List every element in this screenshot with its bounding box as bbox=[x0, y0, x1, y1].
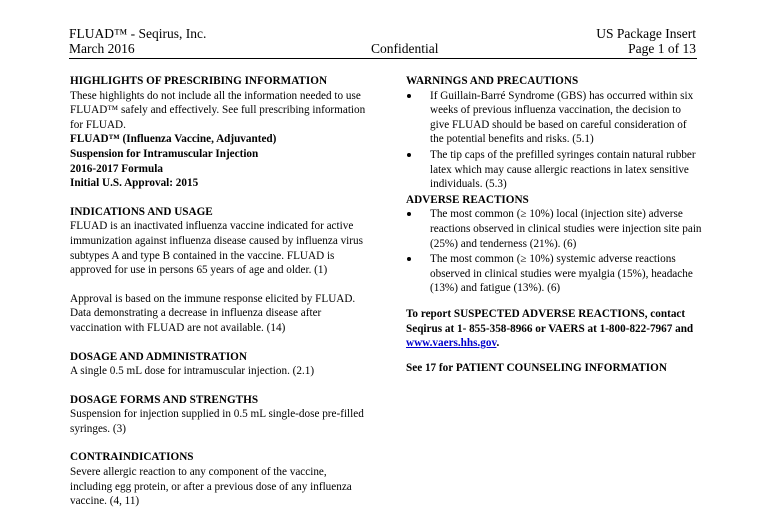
header-confidential: Confidential bbox=[371, 41, 439, 56]
adverse-reactions-list bbox=[406, 207, 702, 296]
formula-line: 2016-2017 Formula bbox=[70, 162, 163, 175]
dosage-forms-heading: DOSAGE FORMS AND STRENGTHS bbox=[70, 393, 259, 406]
report-text: To report SUSPECTED ADVERSE REACTIONS, contact Seqirus at 1- 855-358-8966 or VAERS at 1-800-822-7967 and bbox=[406, 307, 694, 335]
approval-line: Initial U.S. Approval: 2015 bbox=[70, 177, 199, 190]
product-name-line: FLUAD™ (Influenza Vaccine, Adjuvanted) bbox=[70, 133, 277, 146]
contraindications-heading: CONTRAINDICATIONS bbox=[70, 451, 194, 464]
contraindications-text: Severe allergic reaction to any component of the vaccine, including egg protein, or after a previous dose of any influenza vaccine. (4, 11) bbox=[70, 466, 352, 508]
dosage-forms-text: Suspension for injection supplied in 0.5 mL single-dose pre-filled syringes. (3) bbox=[70, 408, 364, 435]
list-item: If Guillain-Barré Syndrome (GBS) has occurred within six weeks of previous influenza vaccination, the decision to give FLUAD should be based on careful consideration of the potential benefits and risks. (5.1) bbox=[406, 89, 702, 147]
dosage-text: A single 0.5 mL dose for intramuscular injection. (2.1) bbox=[70, 365, 315, 378]
indications-text: FLUAD is an inactivated influenza vaccine indicated for active immunization against influenza disease caused by influenza virus subtypes A and type B contained in the vaccine. FLUAD is approved for use in persons 65 years of age and older. (1) bbox=[70, 220, 363, 277]
highlights-text: These highlights do not include all the information needed to use FLUAD™ safely and effectively. See full prescribing information for FLUAD. bbox=[70, 89, 366, 131]
vaers-link[interactable]: www.vaers.hhs.gov bbox=[406, 337, 497, 350]
highlights-heading: HIGHLIGHTS OF PRESCRIBING INFORMATION bbox=[70, 75, 328, 87]
dosage-form-line: Suspension for Intramuscular Injection bbox=[70, 147, 259, 160]
header-divider bbox=[69, 58, 697, 59]
list-item: The most common (≥ 10%) local (injection site) adverse reactions observed in clinical studies were injection site pain (25%) and tenderness (21%). (6) bbox=[406, 207, 702, 251]
header-product: FLUAD™ - Seqirus, Inc. bbox=[69, 26, 207, 41]
adverse-reactions-heading: ADVERSE REACTIONS bbox=[406, 193, 529, 206]
report-adverse-reactions bbox=[406, 307, 702, 351]
approval-basis-text: Approval is based on the immune response elicited by FLUAD. Data demonstrating a decrease in influenza disease after vaccination with FLUAD are not available. (14) bbox=[70, 292, 356, 334]
left-column bbox=[70, 74, 370, 509]
header-doc-type: US Package Insert bbox=[596, 26, 696, 41]
warnings-list bbox=[406, 89, 702, 192]
patient-counseling-reference: See 17 for PATIENT COUNSELING INFORMATION bbox=[406, 361, 667, 374]
list-item: The most common (≥ 10%) systemic adverse reactions observed in clinical studies were myalgia (15%), headache (13%) and fatigue (13%). (6) bbox=[406, 252, 702, 296]
list-item: The tip caps of the prefilled syringes contain natural rubber latex which may cause allergic reactions in latex sensitive individuals. (5.3) bbox=[406, 148, 702, 192]
right-column bbox=[406, 74, 702, 375]
indications-heading: INDICATIONS AND USAGE bbox=[70, 205, 213, 218]
report-end: . bbox=[496, 337, 500, 350]
header-date: March 2016 bbox=[69, 41, 135, 56]
warnings-heading: WARNINGS AND PRECAUTIONS bbox=[406, 75, 579, 87]
dosage-heading: DOSAGE AND ADMINISTRATION bbox=[70, 350, 247, 363]
header-page-number: Page 1 of 13 bbox=[628, 41, 696, 56]
